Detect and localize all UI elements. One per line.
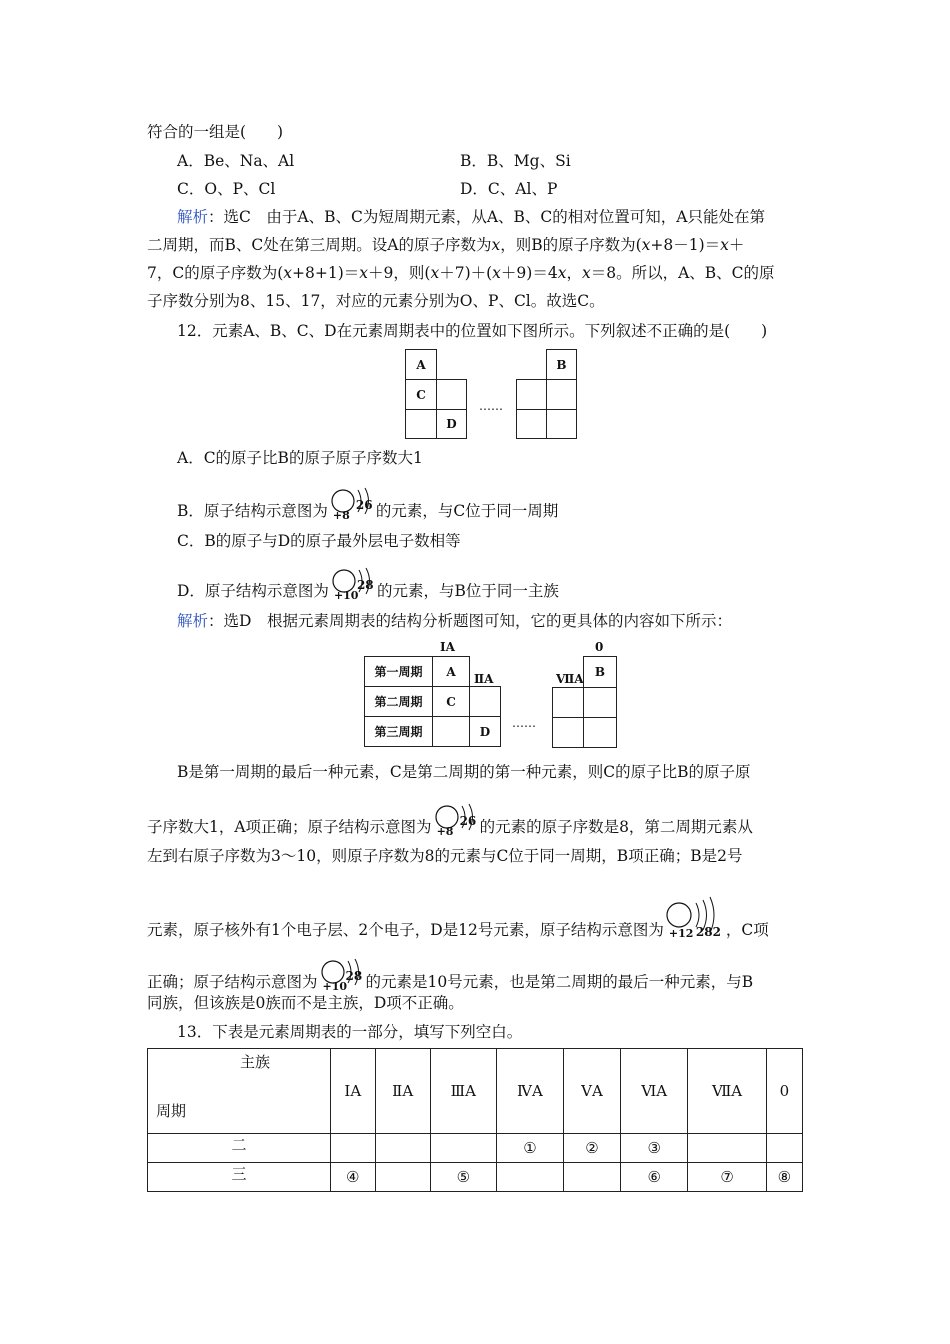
- cell-b: B: [546, 349, 577, 380]
- cell-empty: [552, 717, 584, 748]
- analysis-label: 解析: [177, 612, 209, 630]
- group-header: ⅤA: [564, 1049, 621, 1134]
- atom-diagram-oxygen: +8 26: [330, 484, 374, 522]
- q12-explanation-line4: 元素，原子核外有1个电子层、2个电子，D是12号元素，原子结构示意图为 +12 282 ，C项: [147, 895, 769, 945]
- cell-empty: [583, 717, 617, 748]
- q12-explanation-line5: 正确；原子结构示意图为 +10 28 的元素是10号元素，也是第二周期的最后一种元素，与B: [147, 955, 753, 995]
- cell-empty: [516, 409, 547, 439]
- q13-periodic-table: [147, 1048, 803, 1192]
- q11-option-c: C．O、P、Cl: [177, 180, 276, 198]
- q11-option-d: D．C、Al、P: [460, 180, 558, 198]
- cell-empty: [546, 379, 577, 410]
- diagram-ellipsis: ……: [512, 716, 536, 730]
- q12-analysis-line1: 解析：选D 根据元素周期表的结构分析题图可知，它的更具体的内容如下所示：: [177, 612, 732, 630]
- group-viia-label: ⅦA: [556, 672, 584, 686]
- q12-option-c: C．B的原子与D的原子最外层电子数相等: [177, 532, 461, 550]
- q12-position-diagram: [405, 349, 577, 439]
- q12-option-a: A．C的原子比B的原子原子序数大1: [177, 449, 423, 467]
- cell-empty: [546, 409, 577, 439]
- analysis-label: 解析: [177, 208, 209, 226]
- atom-diagram-oxygen: +8 26: [434, 800, 478, 838]
- group-iia-label: ⅡA: [474, 672, 494, 686]
- table-cell: ⑥: [620, 1163, 688, 1192]
- q11-analysis-line4: 子序数分别为8、15、17，对应的元素分别为O、P、Cl。故选C。: [147, 292, 605, 310]
- q11-option-a: A．Be、Na、Al: [177, 152, 295, 170]
- q12-explanation-line1: B是第一周期的最后一种元素，C是第二周期的第一种元素，则C的原子比B的原子原: [177, 763, 751, 781]
- cell-c: C: [405, 379, 437, 410]
- table-cell: [496, 1163, 563, 1192]
- atom-diagram-magnesium: +12 282: [666, 895, 724, 943]
- q12-stem: 12．元素A、B、C、D在元素周期表中的位置如下图所示。下列叙述不正确的是( ): [177, 322, 768, 340]
- group-0-label: 0: [595, 640, 604, 654]
- group-header: ⅢA: [430, 1049, 496, 1134]
- cell-a: A: [405, 349, 437, 380]
- q12-explanation-line6: 同族，但该族是0族而不是主族，D项不正确。: [147, 994, 464, 1012]
- group-header: 0: [766, 1049, 802, 1134]
- q12-periodic-diagram: [364, 640, 624, 750]
- table-cell: ⑦: [688, 1163, 766, 1192]
- q11-stem-end: 符合的一组是( ): [147, 123, 284, 141]
- cell-empty: [516, 379, 547, 410]
- table-cell: [766, 1134, 802, 1163]
- cell-c: C: [432, 686, 470, 717]
- table-cell: ④: [331, 1163, 376, 1192]
- group-header: ⅣA: [496, 1049, 563, 1134]
- table-cell: [430, 1134, 496, 1163]
- q11-analysis-line1: 解析：选C 由于A、B、C为短周期元素，从A、B、C的相对位置可知，A只能处在第: [177, 208, 765, 226]
- corner-group-label: 主族: [240, 1053, 271, 1071]
- table-cell: [375, 1134, 430, 1163]
- table-cell: [375, 1163, 430, 1192]
- group-header: ⅥA: [620, 1049, 688, 1134]
- atom-diagram-neon: +10 28: [331, 564, 375, 602]
- table-row: [148, 1163, 803, 1192]
- period1-label: 第一周期: [364, 656, 433, 687]
- table-cell: [688, 1134, 766, 1163]
- cell-empty: [405, 409, 437, 439]
- group-ia-label: ⅠA: [440, 640, 455, 654]
- table-cell: ①: [496, 1134, 563, 1163]
- period2-label: 第二周期: [364, 686, 433, 717]
- group-header: ⅠA: [331, 1049, 376, 1134]
- diagram-ellipsis: ……: [479, 399, 503, 413]
- table-cell: [331, 1134, 376, 1163]
- table-cell: [564, 1163, 621, 1192]
- q12-option-d: D．原子结构示意图为 +10 28 的元素，与B位于同一主族: [177, 564, 559, 604]
- q12-explanation-line3: 左到右原子序数为3～10，则原子序数为8的元素与C位于同一周期，B项正确；B是2号: [147, 847, 743, 865]
- period3-label: 第三周期: [364, 716, 433, 747]
- q13-stem: 13．下表是元素周期表的一部分，填写下列空白。: [177, 1023, 523, 1041]
- cell-d: D: [469, 716, 501, 747]
- cell-empty: [469, 686, 501, 717]
- table-cell: ③: [620, 1134, 688, 1163]
- q11-analysis-line2: 二周期，而B、C处在第三周期。设A的原子序数为x，则B的原子序数为(x+8－1)＝x＋: [147, 236, 745, 254]
- cell-empty: [436, 379, 467, 410]
- corner-cell: [148, 1049, 331, 1134]
- corner-period-label: 周期: [156, 1102, 187, 1120]
- cell-empty: [583, 687, 617, 718]
- group-header: ⅦA: [688, 1049, 766, 1134]
- table-header-row: [148, 1049, 803, 1134]
- table-cell: ②: [564, 1134, 621, 1163]
- q11-analysis-line3: 7，C的原子序数为(x+8+1)＝x＋9，则(x＋7)＋(x＋9)＝4x，x＝8。所以，A、B、C的原: [147, 264, 775, 282]
- q12-option-b: B．原子结构示意图为 +8 26 的元素，与C位于同一周期: [177, 484, 558, 524]
- period-label: 二: [148, 1134, 331, 1163]
- cell-d: D: [436, 409, 467, 439]
- table-cell: ⑧: [766, 1163, 802, 1192]
- cell-empty: [432, 716, 470, 747]
- group-header: ⅡA: [375, 1049, 430, 1134]
- cell-a: A: [432, 656, 470, 687]
- table-cell: ⑤: [430, 1163, 496, 1192]
- cell-b: B: [583, 656, 617, 688]
- cell-empty: [552, 687, 584, 718]
- q12-explanation-line2: 子序数大1，A项正确；原子结构示意图为 +8 26 的元素的原子序数是8，第二周期元素从: [147, 800, 753, 840]
- atom-diagram-neon: +10 28: [320, 955, 364, 993]
- q11-option-b: B．B、Mg、Si: [460, 152, 571, 170]
- table-row: [148, 1134, 803, 1163]
- period-label: 三: [148, 1163, 331, 1192]
